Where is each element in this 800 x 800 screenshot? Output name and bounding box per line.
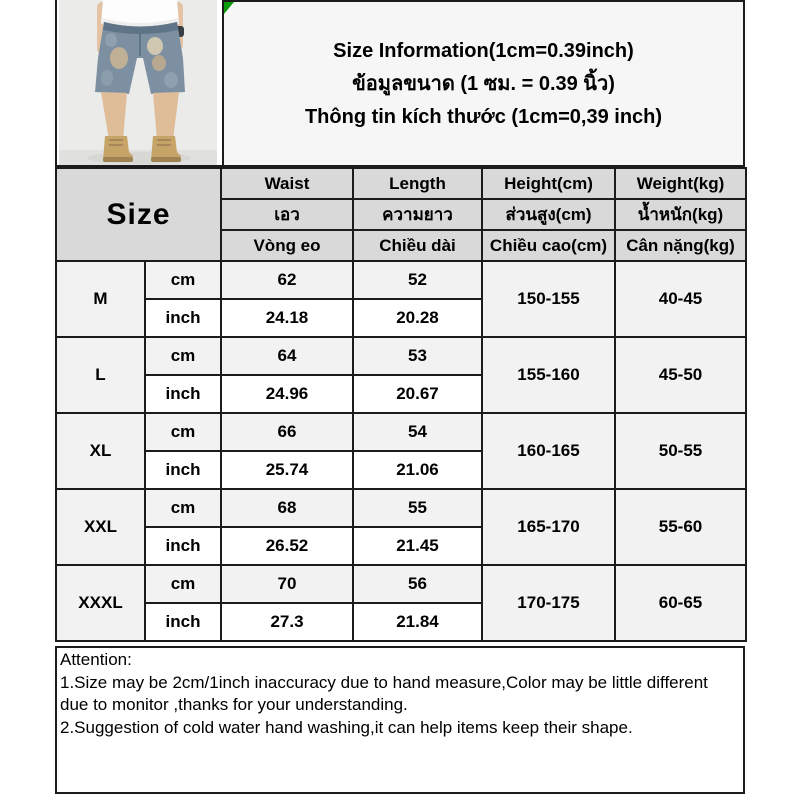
waist-cm-value: 62 — [221, 261, 353, 299]
size-label-xxxl: XXXL — [56, 565, 145, 641]
height-range: 160-165 — [482, 413, 615, 489]
unit-cm: cm — [145, 413, 221, 451]
weight-range: 50-55 — [615, 413, 746, 489]
length-header-vi: Chiều dài — [353, 230, 482, 261]
weight-range: 40-45 — [615, 261, 746, 337]
length-cm-value: 53 — [353, 337, 482, 375]
title-cell — [222, 0, 745, 167]
unit-inch: inch — [145, 375, 221, 413]
product-photo — [59, 0, 222, 165]
size-label-l: L — [56, 337, 145, 413]
weight-range: 55-60 — [615, 489, 746, 565]
size-column-header: Size — [56, 168, 221, 261]
length-inch-value: 21.84 — [353, 603, 482, 641]
waist-header-th: เอว — [221, 199, 353, 230]
unit-cm: cm — [145, 261, 221, 299]
header-row-en — [56, 168, 746, 199]
table-row-xl-cm — [56, 413, 746, 451]
weight-header-vi: Cân nặng(kg) — [615, 230, 746, 261]
length-inch-value: 20.67 — [353, 375, 482, 413]
top-section — [55, 0, 745, 167]
length-cm-value: 55 — [353, 489, 482, 527]
waist-cm-value: 70 — [221, 565, 353, 603]
title-english: Size Information(1cm=0.39inch) — [333, 39, 634, 62]
waist-inch-value: 27.3 — [221, 603, 353, 641]
waist-cm-value: 66 — [221, 413, 353, 451]
waist-inch-value: 26.52 — [221, 527, 353, 565]
length-header-en: Length — [353, 168, 482, 199]
height-header-th: ส่วนสูง(cm) — [482, 199, 615, 230]
waist-cm-value: 68 — [221, 489, 353, 527]
waist-inch-value: 25.74 — [221, 451, 353, 489]
unit-inch: inch — [145, 603, 221, 641]
length-inch-value: 21.06 — [353, 451, 482, 489]
waist-inch-value: 24.18 — [221, 299, 353, 337]
size-label-m: M — [56, 261, 145, 337]
weight-range: 60-65 — [615, 565, 746, 641]
height-range: 170-175 — [482, 565, 615, 641]
attention-line-2: 2.Suggestion of cold water hand washing,it can help items keep their shape. — [60, 717, 633, 737]
height-range: 150-155 — [482, 261, 615, 337]
attention-line-1: 1.Size may be 2cm/1inch inaccuracy due to hand measure,Color may be little different due to monitor ,thanks for your understanding. — [60, 672, 708, 714]
length-inch-value: 20.28 — [353, 299, 482, 337]
unit-inch: inch — [145, 527, 221, 565]
weight-range: 45-50 — [615, 337, 746, 413]
unit-cm: cm — [145, 489, 221, 527]
green-corner-marker-icon — [224, 2, 234, 14]
size-label-xl: XL — [56, 413, 145, 489]
length-header-th: ความยาว — [353, 199, 482, 230]
table-row-l-cm — [56, 337, 746, 375]
unit-inch: inch — [145, 451, 221, 489]
height-range: 155-160 — [482, 337, 615, 413]
unit-cm: cm — [145, 337, 221, 375]
weight-header-th: น้ำหนัก(kg) — [615, 199, 746, 230]
product-photo-cell — [55, 0, 222, 167]
size-label-xxl: XXL — [56, 489, 145, 565]
unit-cm: cm — [145, 565, 221, 603]
height-header-en: Height(cm) — [482, 168, 615, 199]
size-table-container — [55, 167, 745, 642]
table-row-m-cm — [56, 261, 746, 299]
length-cm-value: 52 — [353, 261, 482, 299]
length-cm-value: 54 — [353, 413, 482, 451]
title-thai: ข้อมูลขนาด (1 ซม. = 0.39 นิ้ว) — [352, 72, 615, 95]
waist-header-en: Waist — [221, 168, 353, 199]
table-row-xxxl-cm — [56, 565, 746, 603]
attention-note — [55, 646, 745, 794]
weight-header-en: Weight(kg) — [615, 168, 746, 199]
title-vietnamese: Thông tin kích thước (1cm=0,39 inch) — [304, 105, 663, 128]
unit-inch: inch — [145, 299, 221, 337]
height-range: 165-170 — [482, 489, 615, 565]
waist-inch-value: 24.96 — [221, 375, 353, 413]
length-inch-value: 21.45 — [353, 527, 482, 565]
height-header-vi: Chiều cao(cm) — [482, 230, 615, 261]
size-table — [55, 167, 747, 642]
table-row-xxl-cm — [56, 489, 746, 527]
length-cm-value: 56 — [353, 565, 482, 603]
waist-header-vi: Vòng eo — [221, 230, 353, 261]
attention-heading: Attention: — [60, 650, 132, 669]
waist-cm-value: 64 — [221, 337, 353, 375]
